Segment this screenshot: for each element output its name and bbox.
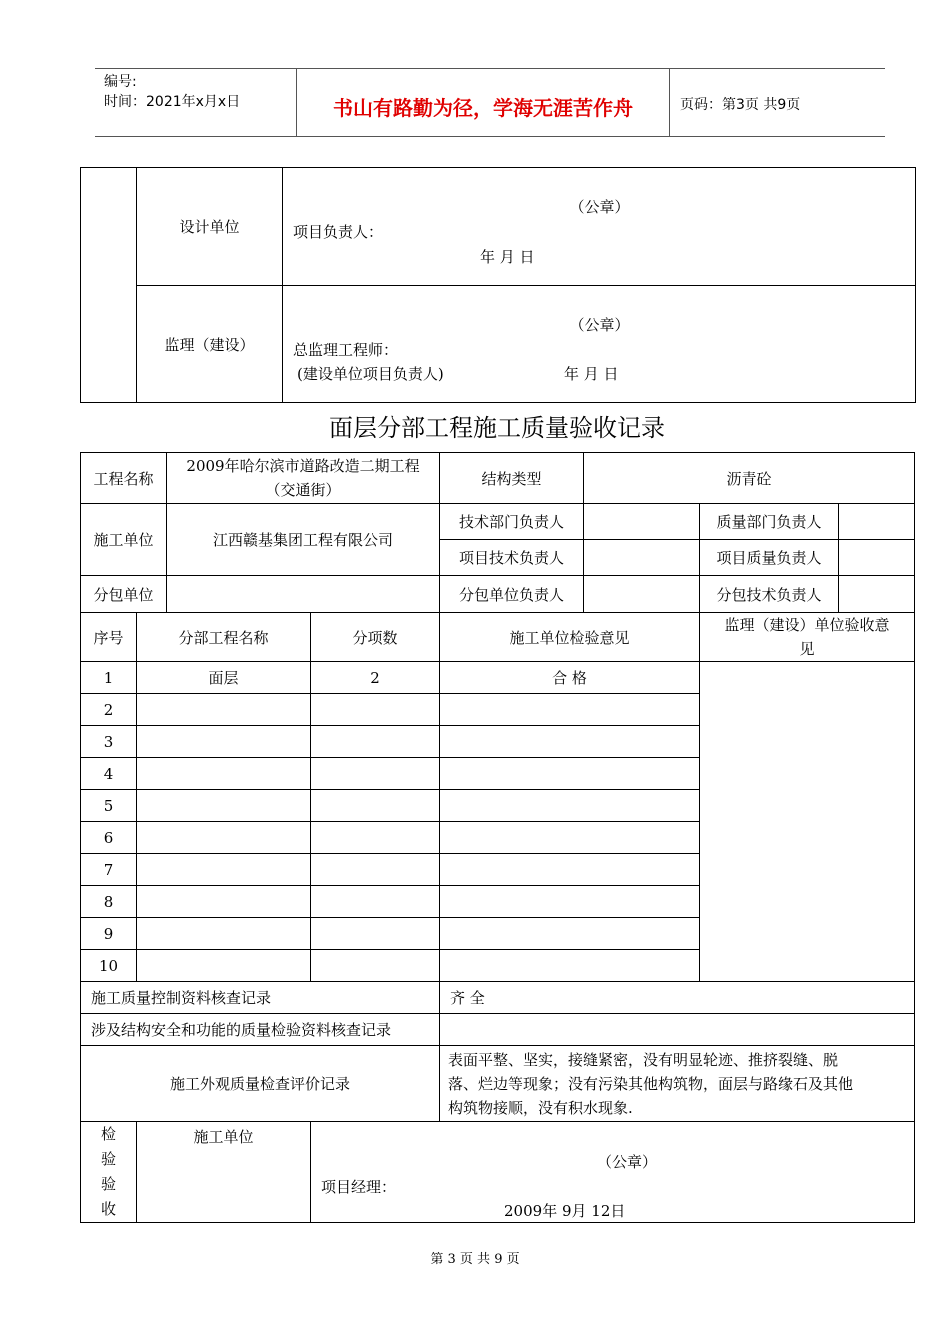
header-bottom-rule bbox=[95, 136, 885, 137]
appearance-line: 构筑物接顺，没有积水现象. bbox=[448, 1098, 633, 1117]
column-header-line: 监理（建设）单位验收意 bbox=[724, 616, 890, 634]
structure-type-value: 沥青砼 bbox=[584, 453, 915, 504]
safety-docs-label: 涉及结构安全和功能的质量检验资料核查记录 bbox=[81, 1014, 440, 1046]
tech-dept-head-label: 技术部门负责人 bbox=[440, 504, 584, 540]
row-count bbox=[311, 886, 440, 918]
row-count: 2 bbox=[311, 662, 440, 694]
subcontract-unit-value bbox=[167, 576, 440, 613]
supervision-signature bbox=[283, 286, 916, 403]
structure-type-label: 结构类型 bbox=[440, 453, 584, 504]
project-name-line: （交通街） bbox=[265, 481, 341, 499]
appearance-value bbox=[440, 1046, 915, 1122]
subcontract-unit-label: 分包单位 bbox=[81, 576, 167, 613]
row-count bbox=[311, 950, 440, 982]
row-count bbox=[311, 726, 440, 758]
signature-table bbox=[80, 167, 916, 403]
date-text: 年 月 日 bbox=[480, 248, 535, 266]
project-name-label: 工程名称 bbox=[81, 453, 167, 504]
appearance-label: 施工外观质量检查评价记录 bbox=[81, 1046, 440, 1122]
row-seq: 7 bbox=[81, 854, 137, 886]
row-name bbox=[137, 790, 311, 822]
subcontract-tech-head-value bbox=[839, 576, 915, 613]
row-seq: 3 bbox=[81, 726, 137, 758]
quality-dept-head-label: 质量部门负责人 bbox=[700, 504, 839, 540]
row-name bbox=[137, 726, 311, 758]
row-opinion bbox=[440, 726, 700, 758]
row-seq: 4 bbox=[81, 758, 137, 790]
owner-leader-label: (建设单位项目负责人) bbox=[297, 365, 444, 383]
row-seq: 1 bbox=[81, 662, 137, 694]
row-name bbox=[137, 886, 311, 918]
row-name: 面层 bbox=[137, 662, 311, 694]
page-footer: 第 3 页 共 9 页 bbox=[430, 1252, 520, 1267]
supervision-label: 监理（建设） bbox=[137, 286, 283, 403]
vertical-char: 收 bbox=[100, 1200, 116, 1218]
row-seq: 6 bbox=[81, 822, 137, 854]
row-opinion bbox=[440, 822, 700, 854]
row-name bbox=[137, 822, 311, 854]
supervision-opinion-cell bbox=[700, 662, 915, 982]
acceptance-unit-label: 施工单位 bbox=[137, 1122, 311, 1223]
row-count bbox=[311, 854, 440, 886]
appearance-line: 表面平整、坚实，接缝紧密，没有明显轮迹、推挤裂缝、脱 bbox=[448, 1050, 839, 1069]
header-divider bbox=[669, 68, 670, 136]
row-opinion bbox=[440, 854, 700, 886]
construction-unit-value: 江西赣基集团工程有限公司 bbox=[167, 504, 440, 576]
project-tech-head-label: 项目技术负责人 bbox=[440, 540, 584, 576]
column-header-seq: 序号 bbox=[81, 613, 137, 662]
row-opinion bbox=[440, 886, 700, 918]
column-header-count: 分项数 bbox=[311, 613, 440, 662]
row-seq: 5 bbox=[81, 790, 137, 822]
row-count bbox=[311, 918, 440, 950]
row-opinion bbox=[440, 950, 700, 982]
subcontract-tech-head-label: 分包技术负责人 bbox=[700, 576, 839, 613]
appearance-line: 落、烂边等现象；没有污染其他构筑物，面层与路缘石及其他 bbox=[448, 1074, 854, 1093]
project-quality-head-label: 项目质量负责人 bbox=[700, 540, 839, 576]
row-count bbox=[311, 694, 440, 726]
subcontract-unit-head-label: 分包单位负责人 bbox=[440, 576, 584, 613]
header-top-rule bbox=[95, 68, 885, 69]
row-count bbox=[311, 758, 440, 790]
row-count bbox=[311, 790, 440, 822]
row-name bbox=[137, 950, 311, 982]
design-unit-signature bbox=[283, 168, 916, 286]
vertical-char: 验 bbox=[100, 1175, 116, 1193]
document-time-label: 时间：2021年x月x日 bbox=[104, 94, 241, 110]
date-text: 年 月 日 bbox=[564, 365, 619, 383]
column-header-line: 见 bbox=[799, 640, 815, 658]
design-unit-label: 设计单位 bbox=[137, 168, 283, 286]
table-row bbox=[81, 662, 915, 694]
row-name bbox=[137, 854, 311, 886]
row-name bbox=[137, 918, 311, 950]
acceptance-vertical-label bbox=[81, 1122, 137, 1223]
quality-dept-head-value bbox=[839, 504, 915, 540]
subcontract-unit-head-value bbox=[584, 576, 700, 613]
row-seq: 8 bbox=[81, 886, 137, 918]
document-number-label: 编号: bbox=[104, 74, 137, 90]
row-opinion bbox=[440, 790, 700, 822]
acceptance-date: 2009年 9月 12日 bbox=[504, 1202, 626, 1220]
vertical-char: 验 bbox=[100, 1150, 116, 1168]
column-header-name: 分部工程名称 bbox=[137, 613, 311, 662]
blank-cell bbox=[81, 168, 137, 403]
project-quality-head-value bbox=[839, 540, 915, 576]
row-opinion bbox=[440, 758, 700, 790]
seal-text: （公章） bbox=[569, 198, 630, 216]
row-opinion bbox=[440, 918, 700, 950]
project-name-line: 2009年哈尔滨市道路改造二期工程 bbox=[186, 457, 420, 475]
control-docs-label: 施工质量控制资料核查记录 bbox=[81, 982, 440, 1014]
column-header-opinion: 施工单位检验意见 bbox=[440, 613, 700, 662]
row-opinion bbox=[440, 694, 700, 726]
seal-text: （公章） bbox=[569, 316, 630, 334]
row-seq: 2 bbox=[81, 694, 137, 726]
header-page-info: 页码：第3页 共9页 bbox=[680, 97, 801, 113]
header-motto: 书山有路勤为径，学海无涯苦作舟 bbox=[333, 96, 633, 120]
page-title: 面层分部工程施工质量验收记录 bbox=[329, 414, 665, 442]
project-name-value bbox=[167, 453, 440, 504]
project-tech-head-value bbox=[584, 540, 700, 576]
acceptance-record-table bbox=[80, 452, 915, 1223]
row-seq: 10 bbox=[81, 950, 137, 982]
vertical-char: 检 bbox=[100, 1125, 116, 1143]
row-name bbox=[137, 758, 311, 790]
project-leader-label: 项目负责人： bbox=[293, 223, 384, 241]
control-docs-value: 齐 全 bbox=[440, 982, 915, 1014]
acceptance-signature bbox=[311, 1122, 915, 1223]
row-count bbox=[311, 822, 440, 854]
row-name bbox=[137, 694, 311, 726]
construction-unit-label: 施工单位 bbox=[81, 504, 167, 576]
column-header-supervision bbox=[700, 613, 915, 662]
chief-supervisor-label: 总监理工程师： bbox=[293, 341, 399, 359]
row-seq: 9 bbox=[81, 918, 137, 950]
seal-text: （公章） bbox=[597, 1153, 658, 1171]
safety-docs-value bbox=[440, 1014, 915, 1046]
project-manager-label: 项目经理： bbox=[321, 1178, 397, 1196]
tech-dept-head-value bbox=[584, 504, 700, 540]
row-opinion: 合 格 bbox=[440, 662, 700, 694]
